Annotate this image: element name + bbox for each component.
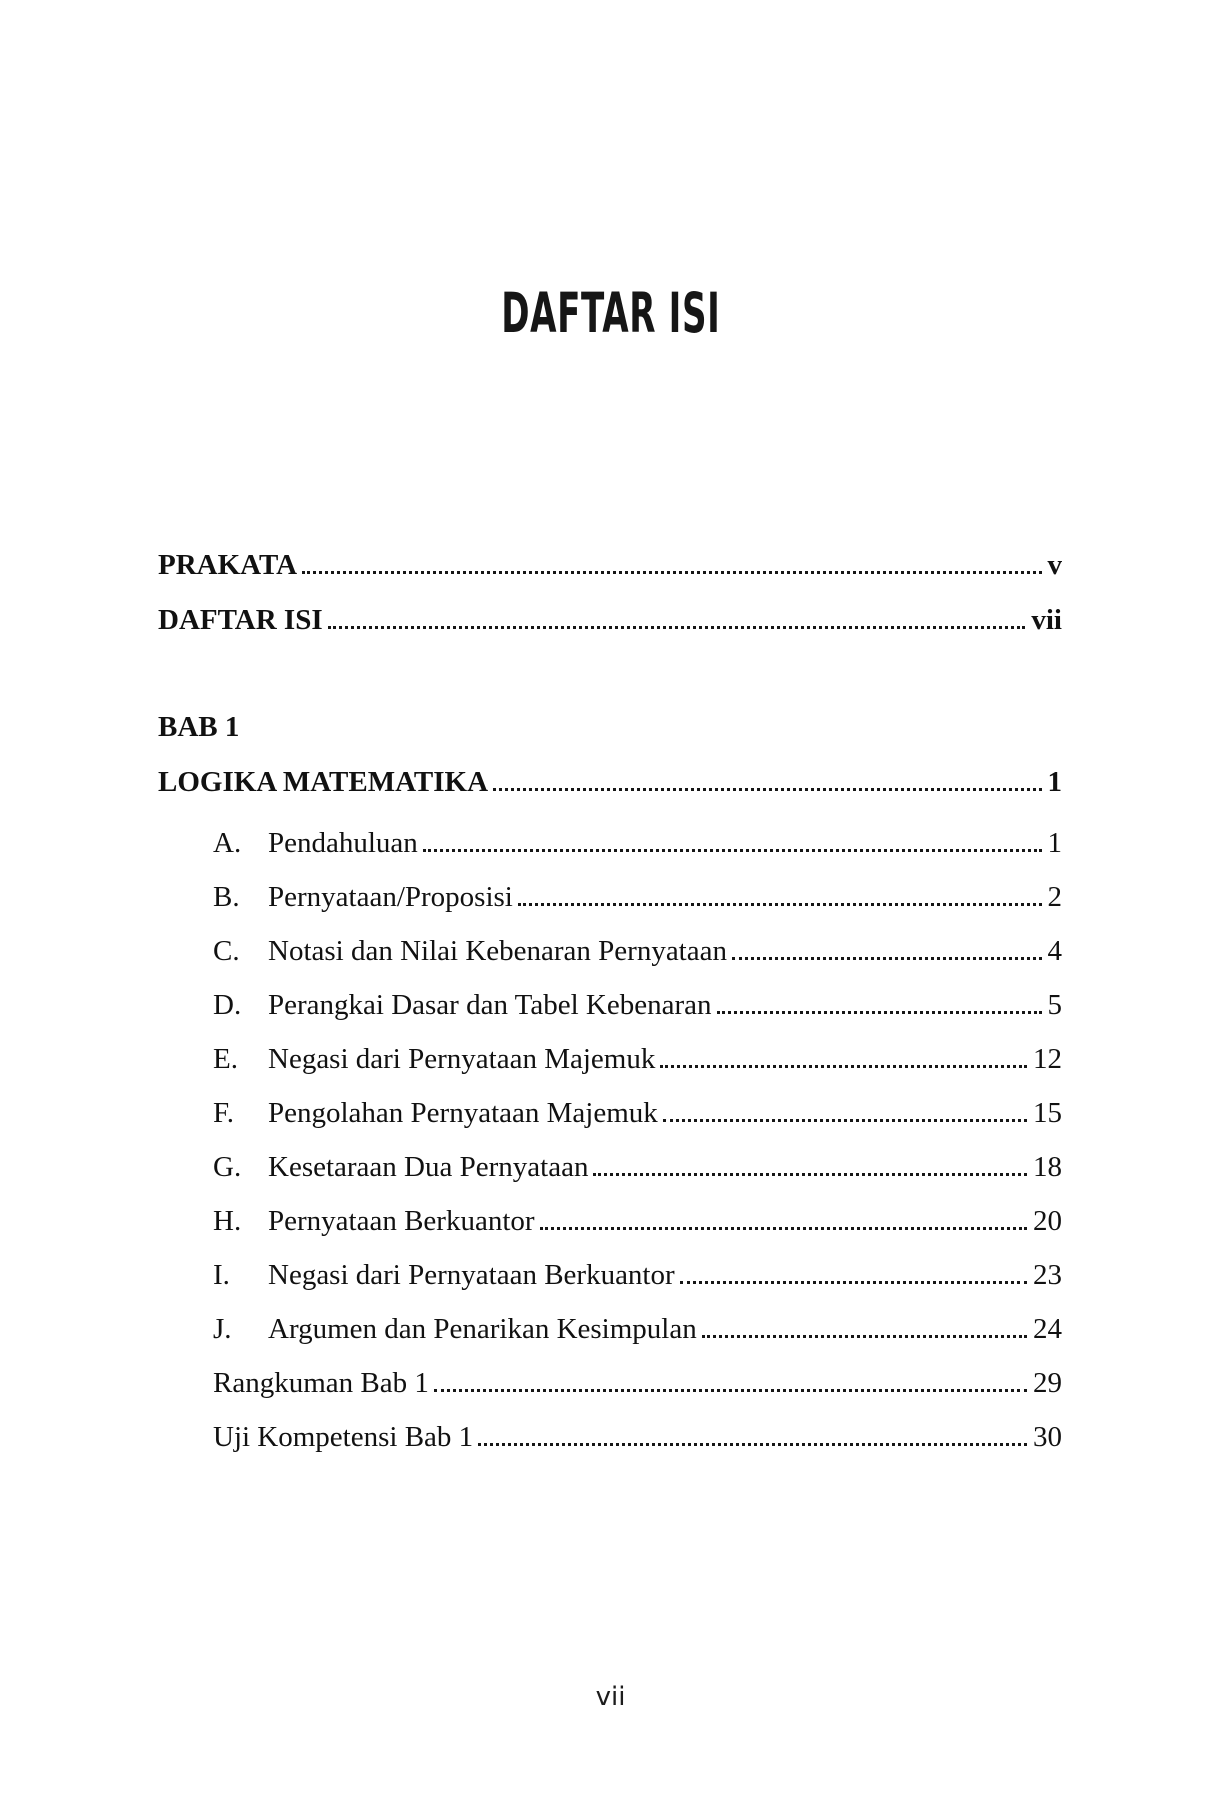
toc-entry-section: [158, 1248, 1062, 1302]
page-title-text: DAFTAR ISI: [500, 281, 721, 345]
entry-label: Pengolahan Pernyataan Majemuk: [268, 1097, 658, 1129]
dot-leader: [663, 1119, 1027, 1122]
toc-entry-daftar-isi: [158, 593, 1062, 648]
entry-page-number: 30: [1033, 1421, 1062, 1453]
toc-entry-section: [158, 1032, 1062, 1086]
section-letter: J.: [213, 1313, 232, 1345]
toc-entry-rangkuman: [158, 1356, 1062, 1410]
entry-label: Notasi dan Nilai Kebenaran Pernyataan: [268, 935, 727, 967]
toc-entry-uji-kompetensi: [158, 1410, 1062, 1464]
toc-entry-section: [158, 978, 1062, 1032]
dot-leader: [717, 1011, 1042, 1014]
toc-list: [158, 538, 1062, 1464]
section-letter: B.: [213, 881, 240, 913]
section-letter: G.: [213, 1151, 242, 1183]
toc-entry-section: [158, 816, 1062, 870]
entry-label: Rangkuman Bab 1: [213, 1367, 429, 1399]
dot-leader: [702, 1335, 1027, 1338]
chapter-kicker-label: BAB 1: [158, 711, 240, 743]
dot-leader: [680, 1281, 1027, 1284]
dot-leader: [302, 571, 1041, 574]
page-title: [0, 282, 1221, 344]
toc-entry-section: [158, 1194, 1062, 1248]
footer-page-number: vii: [595, 1682, 626, 1712]
section-letter: H.: [213, 1205, 242, 1237]
entry-page-number: 15: [1033, 1097, 1062, 1129]
entry-page-number: vii: [1031, 604, 1062, 636]
entry-label: Perangkai Dasar dan Tabel Kebenaran: [268, 989, 712, 1021]
entry-page-number: 23: [1033, 1259, 1062, 1291]
dot-leader: [660, 1065, 1027, 1068]
chapter-kicker: [158, 700, 1062, 755]
dot-leader: [593, 1173, 1027, 1176]
dot-leader: [540, 1227, 1027, 1230]
dot-leader: [732, 957, 1042, 960]
entry-label: DAFTAR ISI: [158, 604, 323, 636]
spacer: [158, 648, 1062, 700]
toc-entry-section: [158, 1302, 1062, 1356]
entry-label: Pernyataan/Proposisi: [268, 881, 513, 913]
section-letter: C.: [213, 935, 240, 967]
entry-label: PRAKATA: [158, 549, 298, 581]
entry-page-number: 4: [1047, 935, 1062, 967]
dot-leader: [328, 626, 1026, 629]
entry-page-number: 12: [1033, 1043, 1062, 1075]
entry-label: Argumen dan Penarikan Kesimpulan: [268, 1313, 697, 1345]
dot-leader: [423, 849, 1042, 852]
entry-page-number: 29: [1033, 1367, 1062, 1399]
section-letter: F.: [213, 1097, 235, 1129]
entry-page-number: 5: [1047, 989, 1062, 1021]
entry-page-number: 1: [1047, 766, 1062, 798]
entry-label: Negasi dari Pernyataan Berkuantor: [268, 1259, 675, 1291]
chapter-title-label: LOGIKA MATEMATIKA: [158, 766, 489, 798]
entry-label: Pendahuluan: [268, 827, 418, 859]
entry-page-number: v: [1047, 549, 1062, 581]
dot-leader: [434, 1389, 1027, 1392]
dot-leader: [478, 1443, 1027, 1446]
entry-page-number: 20: [1033, 1205, 1062, 1237]
entry-label: Kesetaraan Dua Pernyataan: [268, 1151, 589, 1183]
entry-page-number: 1: [1047, 827, 1062, 859]
toc-entry-section: [158, 1086, 1062, 1140]
section-letter: D.: [213, 989, 242, 1021]
section-letter: A.: [213, 827, 242, 859]
toc-entry-prakata: [158, 538, 1062, 593]
entry-label: Negasi dari Pernyataan Majemuk: [268, 1043, 656, 1075]
toc-entry-chapter-title: [158, 755, 1062, 810]
toc-entry-section: [158, 870, 1062, 924]
section-letter: I.: [213, 1259, 230, 1291]
entry-page-number: 2: [1047, 881, 1062, 913]
entry-label: Pernyataan Berkuantor: [268, 1205, 535, 1237]
section-letter: E.: [213, 1043, 238, 1075]
toc-entry-section: [158, 924, 1062, 978]
toc-entry-section: [158, 1140, 1062, 1194]
dot-leader: [518, 903, 1042, 906]
entry-page-number: 18: [1033, 1151, 1062, 1183]
entry-page-number: 24: [1033, 1313, 1062, 1345]
entry-label: Uji Kompetensi Bab 1: [213, 1421, 474, 1453]
dot-leader: [493, 788, 1041, 791]
